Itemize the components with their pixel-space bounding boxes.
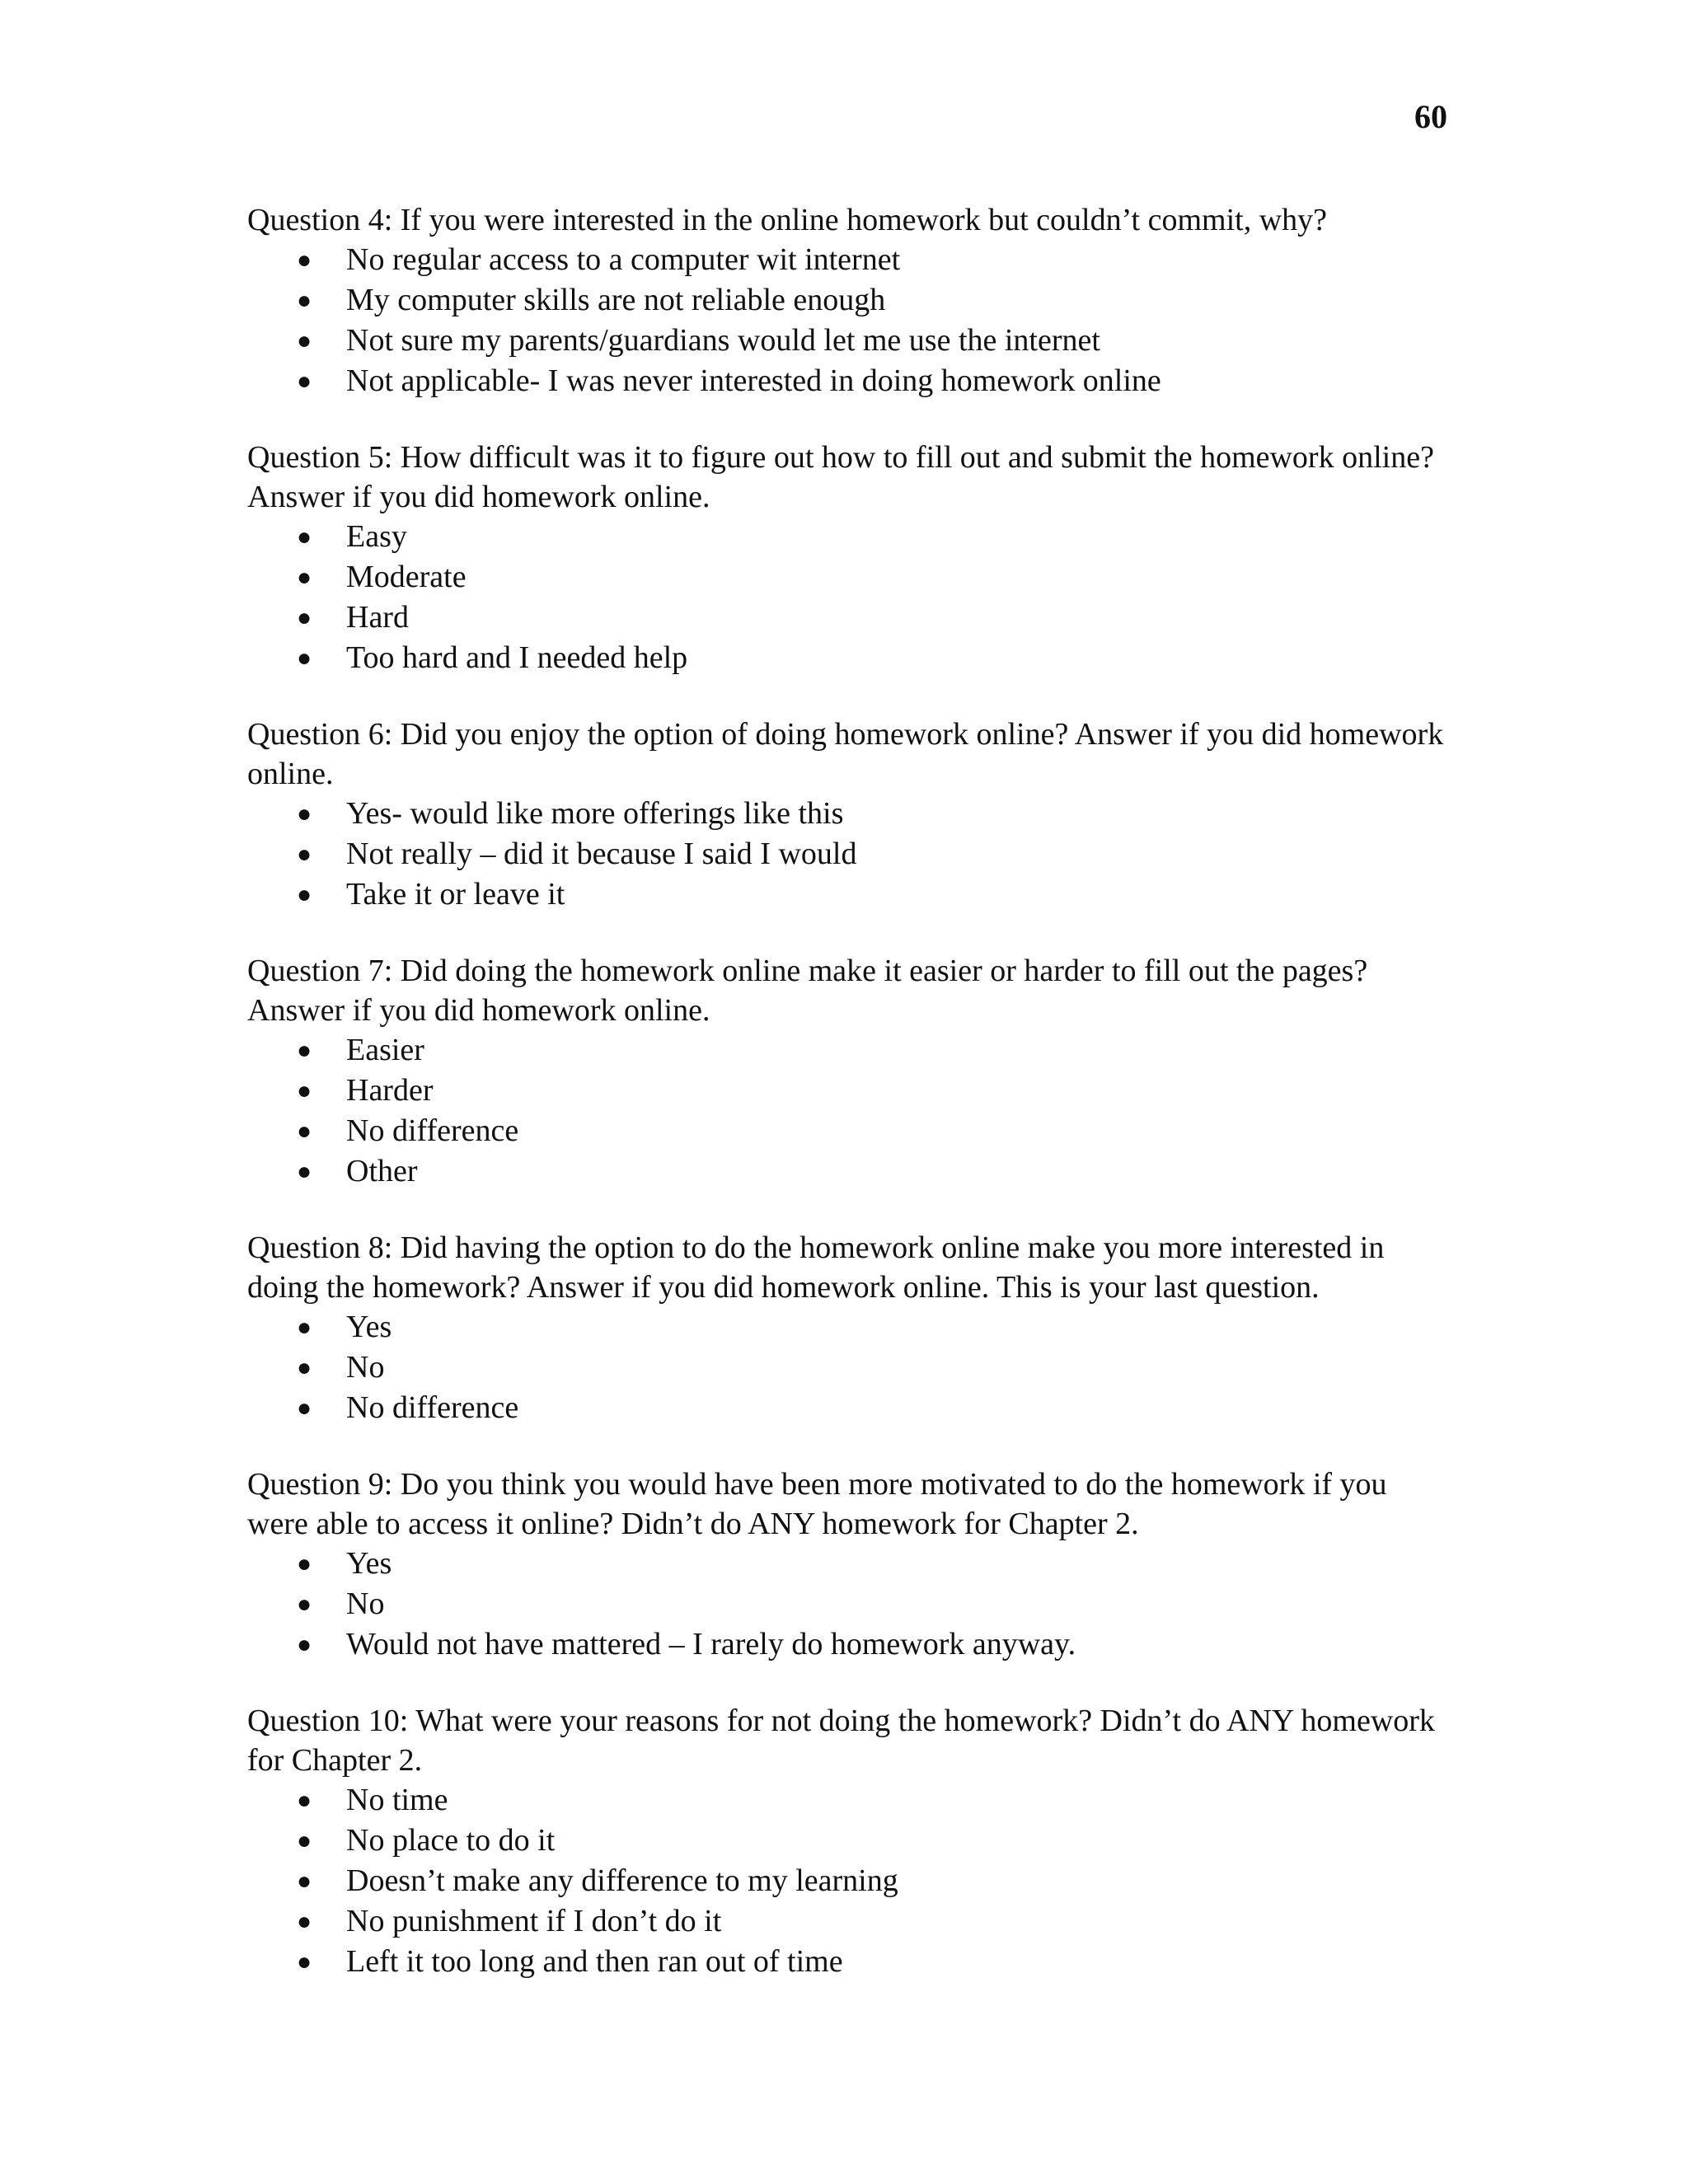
- bullet-icon: ●: [297, 1118, 312, 1145]
- list-item: [247, 1347, 1451, 1388]
- bullet-icon: ●: [297, 1394, 312, 1422]
- option-label: Yes: [346, 1546, 392, 1581]
- option-label: Too hard and I needed help: [346, 640, 688, 675]
- option-label: Yes: [346, 1310, 392, 1344]
- option-list: [247, 1307, 1451, 1428]
- list-item: [247, 834, 1451, 874]
- question-9: [247, 1465, 1451, 1665]
- bullet-icon: ●: [297, 246, 312, 274]
- option-label: No punishment if I don’t do it: [346, 1904, 722, 1938]
- question-text: Question 9: Do you think you would have been more motivated to do the homework if you were able to access it online? Didn’t do ANY homework for Chapter 2.: [247, 1467, 1387, 1541]
- list-item: [247, 874, 1451, 915]
- bullet-icon: ●: [297, 327, 312, 354]
- question-8: [247, 1228, 1451, 1428]
- question-7: [247, 951, 1451, 1192]
- bullet-icon: ●: [297, 644, 312, 672]
- list-item: [247, 1388, 1451, 1428]
- question-text: Question 7: Did doing the homework online make it easier or harder to fill out the pages? Answer if you did homework online.: [247, 954, 1368, 1028]
- question-text: Question 10: What were your reasons for not doing the homework? Didn’t do ANY homework for Chapter 2.: [247, 1704, 1435, 1778]
- option-label: No difference: [346, 1113, 519, 1148]
- option-label: Harder: [346, 1073, 434, 1108]
- bullet-icon: ●: [297, 1158, 312, 1185]
- option-label: No regular access to a computer wit internet: [346, 242, 901, 277]
- bullet-icon: ●: [297, 1591, 312, 1618]
- option-label: Not applicable- I was never interested in doing homework online: [346, 363, 1161, 398]
- page-number: 60: [1414, 98, 1447, 135]
- question-6: [247, 715, 1451, 915]
- list-item: [247, 598, 1451, 638]
- option-list: [247, 517, 1451, 678]
- list-item: [247, 321, 1451, 361]
- option-label: Easy: [346, 519, 407, 554]
- list-item: [247, 1942, 1451, 1982]
- bullet-icon: ●: [297, 1631, 312, 1658]
- list-item: [247, 1151, 1451, 1192]
- list-item: [247, 1030, 1451, 1071]
- list-item: [247, 1624, 1451, 1665]
- bullet-icon: ●: [297, 1314, 312, 1341]
- list-item: [247, 1111, 1451, 1151]
- list-item: [247, 1821, 1451, 1861]
- list-item: [247, 638, 1451, 678]
- list-item: [247, 517, 1451, 557]
- option-label: Yes- would like more offerings like this: [346, 796, 844, 831]
- bullet-icon: ●: [297, 841, 312, 868]
- option-list: [247, 1544, 1451, 1665]
- list-item: [247, 1861, 1451, 1901]
- bullet-icon: ●: [297, 1077, 312, 1104]
- list-item: [247, 1584, 1451, 1624]
- option-label: No place to do it: [346, 1823, 556, 1858]
- option-label: Take it or leave it: [346, 877, 565, 912]
- list-item: [247, 1071, 1451, 1111]
- option-label: No time: [346, 1783, 448, 1817]
- option-label: Not really – did it because I said I would: [346, 837, 857, 871]
- bullet-icon: ●: [297, 368, 312, 395]
- option-label: Hard: [346, 600, 409, 635]
- bullet-icon: ●: [297, 1354, 312, 1381]
- question-5: [247, 438, 1451, 678]
- option-label: No: [346, 1350, 385, 1385]
- list-item: [247, 240, 1451, 280]
- option-label: Easier: [346, 1033, 424, 1067]
- list-item: [247, 557, 1451, 598]
- question-text: Question 5: How difficult was it to figure out how to fill out and submit the homework online? Answer if you did homework online.: [247, 440, 1434, 514]
- question-4: [247, 200, 1451, 401]
- option-label: Moderate: [346, 560, 467, 594]
- list-item: [247, 794, 1451, 834]
- question-text: Question 4: If you were interested in the online homework but couldn’t commit, why?: [247, 203, 1328, 237]
- option-label: Not sure my parents/guardians would let me use the internet: [346, 323, 1100, 358]
- bullet-icon: ●: [297, 1948, 312, 1975]
- option-label: Doesn’t make any difference to my learning: [346, 1863, 898, 1898]
- option-label: Left it too long and then ran out of time: [346, 1944, 843, 1979]
- option-label: No difference: [346, 1390, 519, 1425]
- option-label: My computer skills are not reliable enough: [346, 283, 886, 317]
- question-text: Question 8: Did having the option to do the homework online make you more interested in doing the homework? Answer if you did homework online. This is your last question.: [247, 1230, 1385, 1305]
- bullet-icon: ●: [297, 287, 312, 314]
- bullet-icon: ●: [297, 1037, 312, 1064]
- question-text: Question 6: Did you enjoy the option of doing homework online? Answer if you did homework online.: [247, 717, 1444, 791]
- bullet-icon: ●: [297, 800, 312, 827]
- bullet-icon: ●: [297, 1908, 312, 1935]
- bullet-icon: ●: [297, 564, 312, 591]
- option-list: [247, 1780, 1451, 1982]
- list-item: [247, 1544, 1451, 1584]
- bullet-icon: ●: [297, 1827, 312, 1854]
- bullet-icon: ●: [297, 881, 312, 908]
- survey-questions: [247, 200, 1451, 2018]
- list-item: [247, 361, 1451, 401]
- bullet-icon: ●: [297, 604, 312, 631]
- list-item: [247, 1780, 1451, 1821]
- option-list: [247, 794, 1451, 915]
- option-label: Would not have mattered – I rarely do homework anyway.: [346, 1627, 1076, 1661]
- option-label: No: [346, 1586, 385, 1621]
- bullet-icon: ●: [297, 1868, 312, 1895]
- option-list: [247, 1030, 1451, 1192]
- bullet-icon: ●: [297, 523, 312, 551]
- option-list: [247, 240, 1451, 401]
- bullet-icon: ●: [297, 1550, 312, 1577]
- question-10: [247, 1701, 1451, 1982]
- list-item: [247, 1901, 1451, 1942]
- list-item: [247, 280, 1451, 321]
- list-item: [247, 1307, 1451, 1347]
- option-label: Other: [346, 1154, 418, 1188]
- bullet-icon: ●: [297, 1787, 312, 1814]
